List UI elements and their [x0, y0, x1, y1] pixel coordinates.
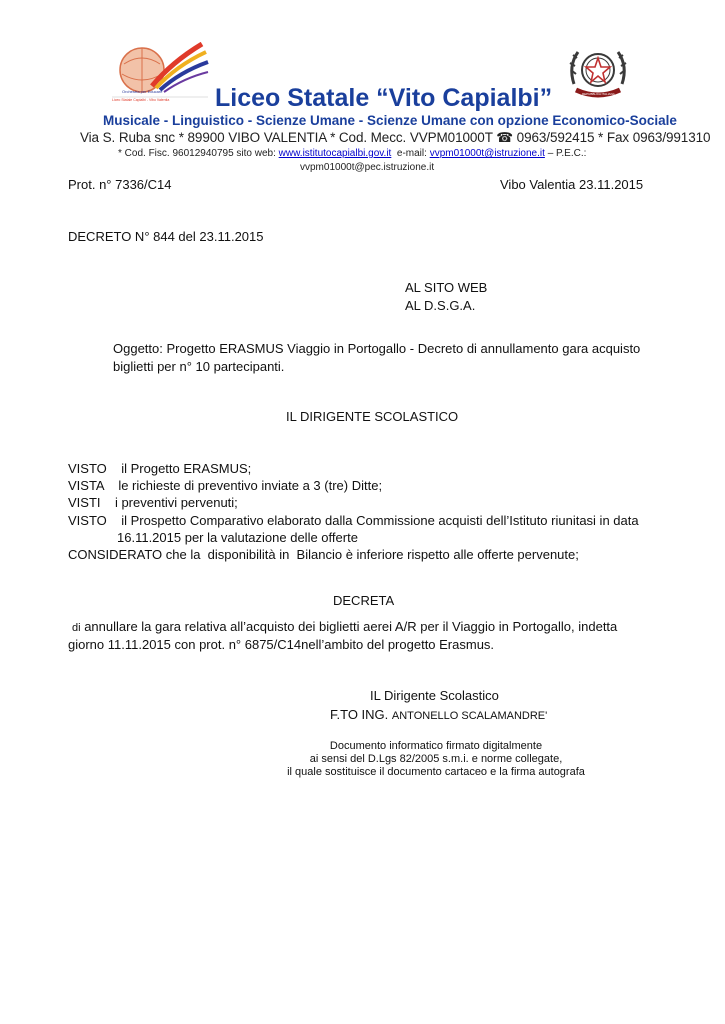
decision-line-2: giorno 11.11.2015 con prot. n° 6875/C14nell’ambito del progetto Erasmus.: [68, 637, 495, 652]
protocol-number: Prot. n° 7336/C14: [68, 177, 172, 192]
phone-icon: ☎: [496, 130, 513, 145]
fiscal-code: * Cod. Fisc. 96012940795 sito web:: [118, 148, 276, 159]
place-date: Vibo Valentia 23.11.2015: [500, 177, 644, 192]
republic-emblem: [566, 44, 630, 102]
email-link[interactable]: vvpm01000t@istruzione.it: [429, 148, 545, 159]
recipient-dsga: AL D.S.G.A.: [405, 298, 476, 313]
logo-caption-1: Orchestra per Educare: [122, 89, 163, 94]
pec-address: vvpm01000t@pec.istruzione.it: [300, 162, 435, 173]
school-logo: [110, 42, 210, 104]
note-line-3: il quale sostituisce il documento cartaceo e la firma autografa: [287, 766, 585, 778]
note-line-1: Documento informatico firmato digitalmente: [329, 740, 543, 752]
premise-vista: VISTA le richieste di preventivo inviate a 3 (tre) Ditte;: [68, 478, 383, 493]
recipient-website: AL SITO WEB: [405, 280, 488, 295]
premise-visti: VISTI i preventivi pervenuti;: [68, 495, 238, 510]
premise-visto-2-cont: 16.11.2015 per la valutazione delle offerte: [117, 530, 358, 545]
subject-line-1: Oggetto: Progetto ERASMUS Viaggio in Portogallo - Decreto di annullamento gara acquisto: [113, 341, 641, 356]
premise-visto-2: VISTO il Prospetto Comparativo elaborato dalla Commissione acquisti dell’Istituto riunitasi in data: [68, 513, 639, 528]
school-address: [80, 130, 710, 146]
heading-dirigente: IL DIRIGENTE SCOLASTICO: [286, 409, 459, 424]
signature-name: ANTONELLO SCALAMANDRE': [391, 710, 548, 722]
school-subtitle: Musicale - Linguistico - Scienze Umane - Scienze Umane con opzione Economico-Sociale: [103, 113, 677, 128]
logo-caption-2: Liceo Statale Capialbi - Vibo Valentia: [112, 98, 170, 102]
decree-number: DECRETO N° 844 del 23.11.2015: [68, 229, 264, 244]
note-line-2: ai sensi del D.Lgs 82/2005 s.m.i. e norme collegate,: [309, 753, 563, 765]
address-part1: Via S. Ruba snc * 89900 VIBO VALENTIA * Cod. Mecc. VVPM01000T: [80, 130, 493, 145]
premise-visto-1: VISTO il Progetto ERASMUS;: [68, 461, 252, 476]
emblem-text: REPUBBLICA ITALIANA: [582, 92, 615, 96]
signature-prefix: F.TO ING.: [330, 707, 389, 722]
premise-considerato: CONSIDERATO che la disponibilità in Bilancio è inferiore rispetto alle offerte pervenute;: [68, 547, 579, 562]
signature-line: [330, 707, 547, 722]
address-part2: 0963/592415 * Fax 0963/991310: [516, 130, 711, 145]
decision-text-1: annullare la gara relativa all’acquisto dei biglietti aerei A/R per il Viaggio in Portogallo, indetta: [84, 619, 618, 634]
school-name: Liceo Statale “Vito Capialbi”: [215, 84, 553, 112]
decision-prefix: di: [72, 622, 81, 634]
signature-title: IL Dirigente Scolastico: [370, 688, 499, 703]
subject-line-2: biglietti per n° 10 partecipanti.: [113, 359, 285, 374]
decreta-heading: DECRETA: [333, 593, 395, 608]
website-link[interactable]: www.istitutocapialbi.gov.it: [278, 148, 392, 159]
decision-line-1: [72, 619, 617, 634]
email-label: e-mail:: [396, 148, 427, 159]
pec-label: – P.E.C.:: [547, 148, 587, 159]
digital-signature-note: [276, 740, 596, 779]
fiscal-contacts: [118, 148, 586, 159]
